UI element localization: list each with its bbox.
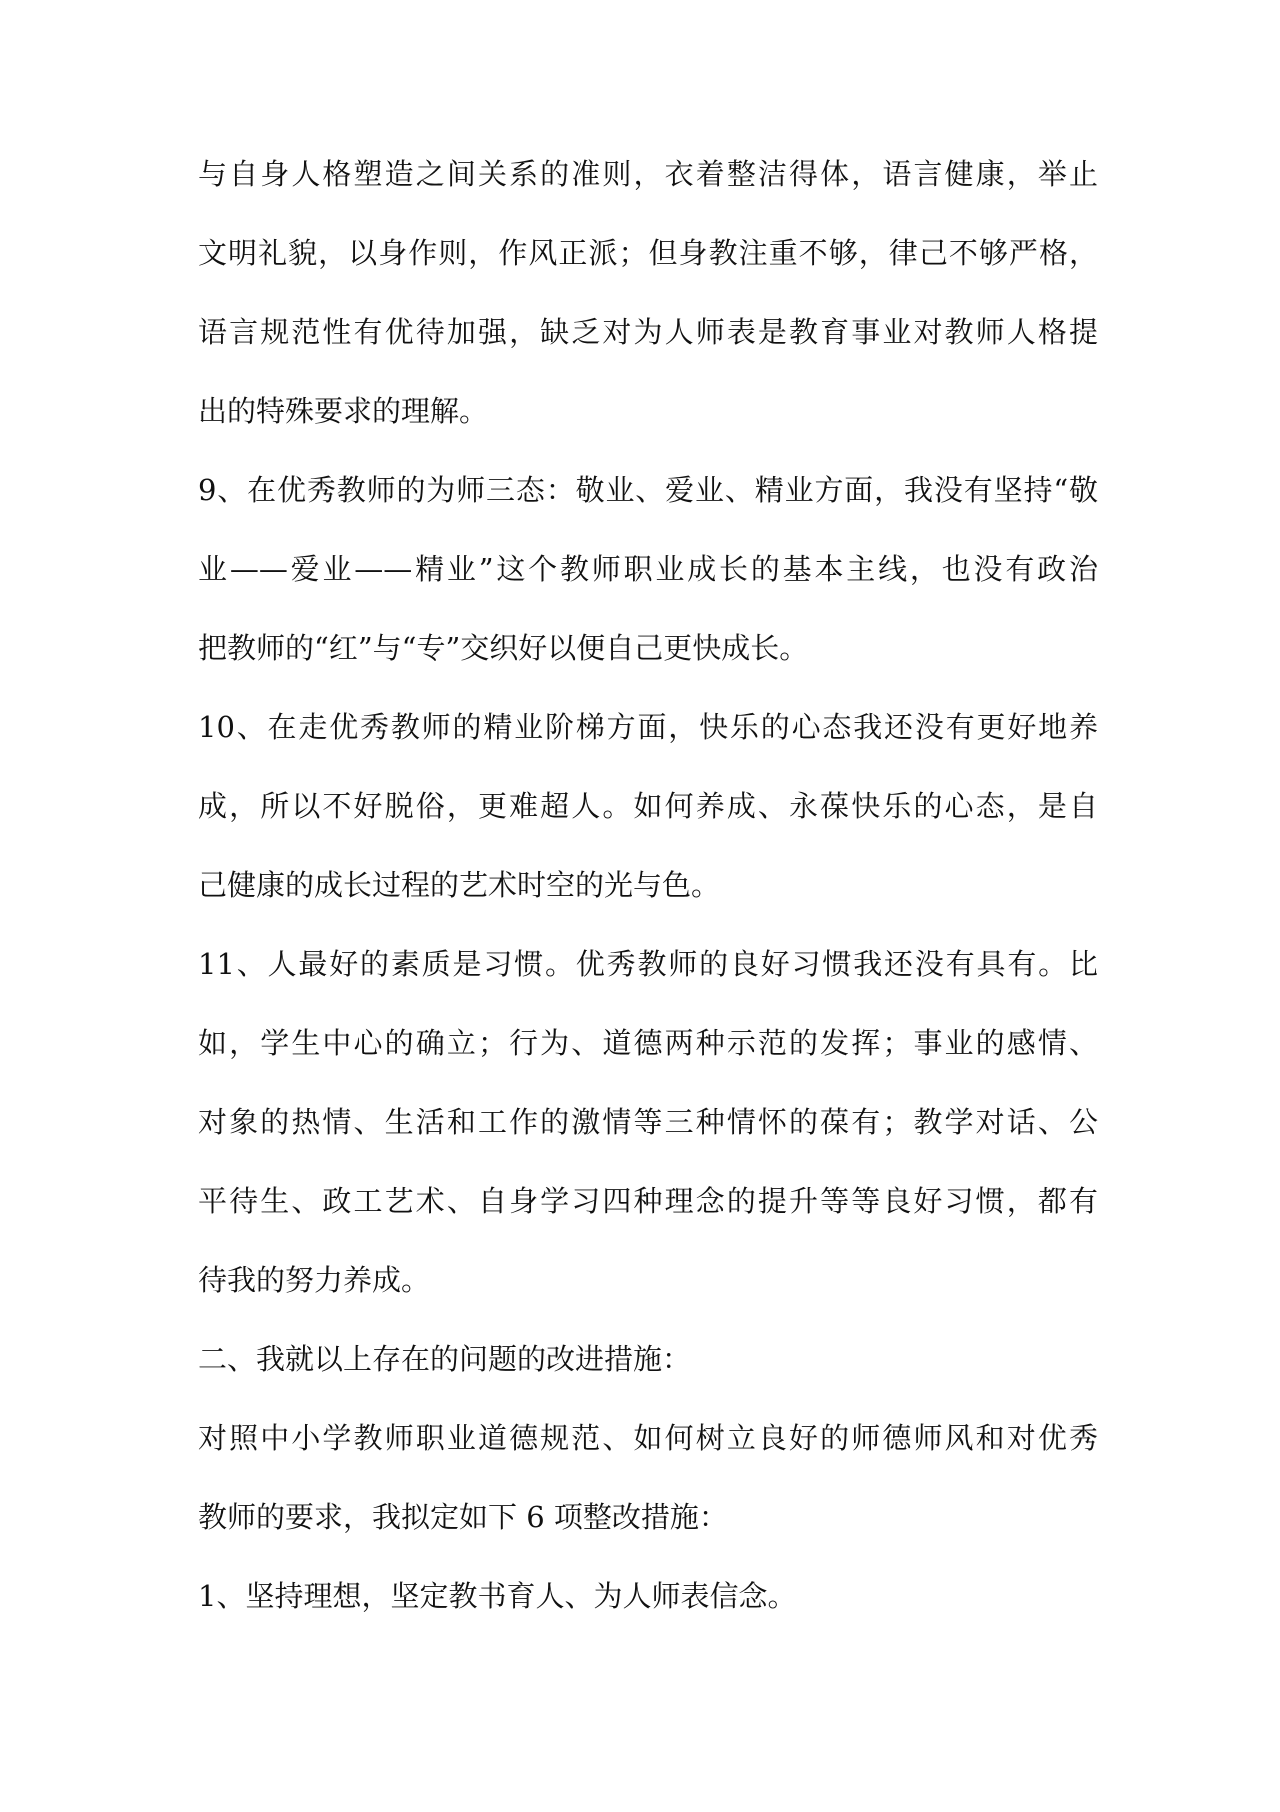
text-line: 把教师的“红”与“专”交织好以便自己更快成长。 — [198, 631, 809, 665]
text-line: 与自身人格塑造之间关系的准则，衣着整洁得体，语言健康，举止 — [198, 157, 1098, 191]
text-line: 1、坚持理想，坚定教书育人、为人师表信念。 — [198, 1579, 797, 1613]
text-line: 成，所以不好脱俗，更难超人。如何养成、永葆快乐的心态，是自 — [198, 789, 1098, 823]
text-line: 己健康的成长过程的艺术时空的光与色。 — [198, 868, 721, 902]
text-line: 文明礼貌，以身作则，作风正派；但身教注重不够，律己不够严格， — [198, 236, 1098, 270]
text-line: 对象的热情、生活和工作的激情等三种情怀的葆有；教学对话、公 — [198, 1105, 1098, 1139]
text-line: 9、在优秀教师的为师三态：敬业、爱业、精业方面，我没有坚持“敬 — [198, 473, 1098, 507]
text-line: 10、在走优秀教师的精业阶梯方面，快乐的心态我还没有更好地养 — [198, 710, 1098, 744]
text-line: 待我的努力养成。 — [198, 1263, 431, 1297]
text-line: 11、人最好的素质是习惯。优秀教师的良好习惯我还没有具有。比 — [198, 947, 1098, 981]
text-line: 二、我就以上存在的问题的改进措施： — [198, 1342, 692, 1376]
text-line: 语言规范性有优待加强，缺乏对为人师表是教育事业对教师人格提 — [198, 315, 1098, 349]
document-page — [198, 150, 1098, 1651]
text-line: 出的特殊要求的理解。 — [198, 394, 489, 428]
text-line: 教师的要求，我拟定如下 6 项整改措施： — [198, 1500, 728, 1534]
text-line: 业——爱业——精业”这个教师职业成长的基本主线，也没有政治 — [198, 552, 1098, 586]
text-line: 对照中小学教师职业道德规范、如何树立良好的师德师风和对优秀 — [198, 1421, 1098, 1455]
text-line: 如，学生中心的确立；行为、道德两种示范的发挥；事业的感情、 — [198, 1026, 1098, 1060]
text-line: 平待生、政工艺术、自身学习四种理念的提升等等良好习惯，都有 — [198, 1184, 1098, 1218]
